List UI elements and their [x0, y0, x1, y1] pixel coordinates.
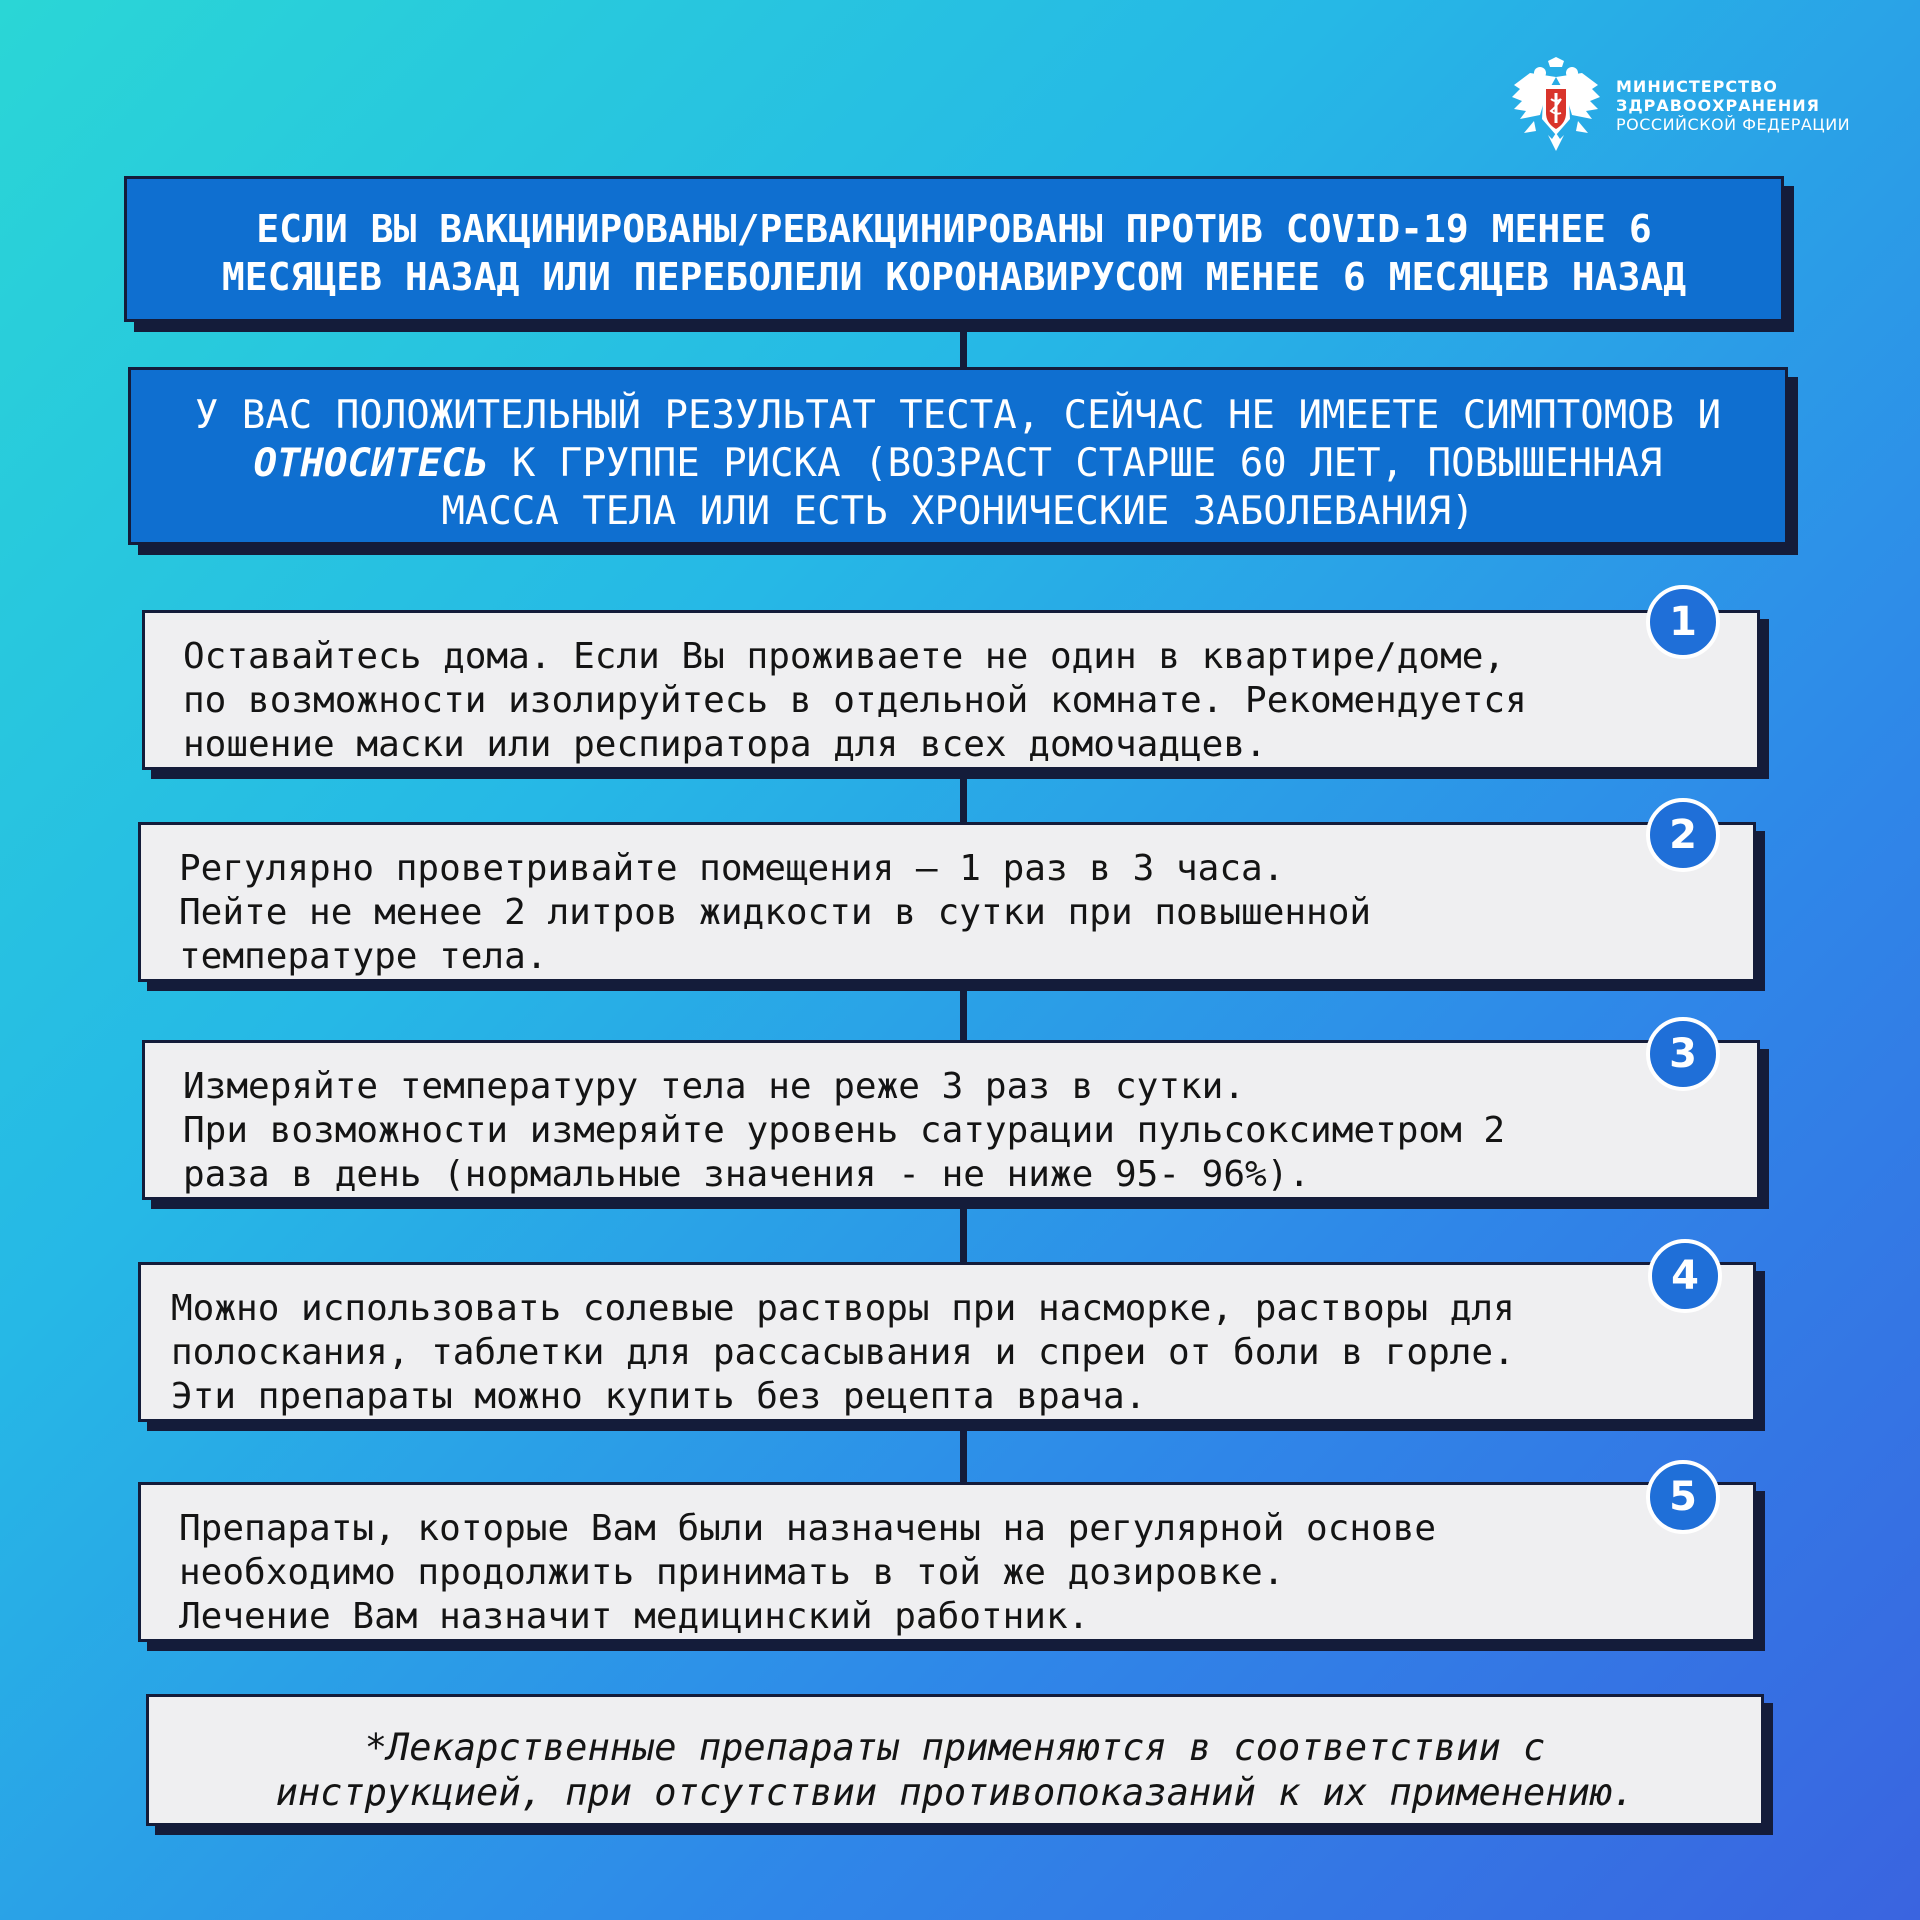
- step-text: Регулярно проветривайте помещения — 1 раз в 3 часа. Пейте не менее 2 литров жидкости в сутки при повышенной температуре тела.: [179, 848, 1372, 977]
- step-card-2: [138, 822, 1756, 982]
- footnote-line-2: инструкцией, при отсутствии противопоказаний к их применению.: [275, 1771, 1635, 1814]
- condition-header: [124, 176, 1784, 322]
- step-text: Измеряйте температуру тела не реже 3 раз в сутки. При возможности измеряйте уровень сатурации пульсоксиметром 2 раза в день (нормальные значения - не ниже 95- 96%).: [183, 1066, 1506, 1195]
- condition-line-1: ЕСЛИ ВЫ ВАКЦИНИРОВАНЫ/РЕВАКЦИНИРОВАНЫ ПРОТИВ COVID-19 МЕНЕЕ 6: [256, 207, 1652, 251]
- situation-line-1: У ВАС ПОЛОЖИТЕЛЬНЫЙ РЕЗУЛЬТАТ ТЕСТА, СЕЙЧАС НЕ ИМЕЕТЕ СИМПТОМОВ И: [194, 393, 1722, 438]
- connector-line: [960, 770, 967, 826]
- step-card-1: [142, 610, 1760, 770]
- step-text: Можно использовать солевые растворы при насморке, растворы для полоскания, таблетки для рассасывания и спреи от боли в горле. Эти препараты можно купить без рецепта врача.: [171, 1288, 1515, 1417]
- ministry-name-line-3: РОССИЙСКОЙ ФЕДЕРАЦИИ: [1616, 115, 1851, 134]
- situation-line-3: МАССА ТЕЛА ИЛИ ЕСТЬ ХРОНИЧЕСКИЕ ЗАБОЛЕВАНИЯ): [441, 489, 1475, 534]
- connector-line: [960, 982, 967, 1042]
- ministry-name-line-1: МИНИСТЕРСТВО: [1616, 77, 1778, 96]
- connector-line: [960, 1200, 967, 1266]
- situation-line-2: [151, 440, 1765, 488]
- condition-line-2: МЕСЯЦЕВ НАЗАД ИЛИ ПЕРЕБОЛЕЛИ КОРОНАВИРУСОМ МЕНЕЕ 6 МЕСЯЦЕВ НАЗАД: [221, 255, 1687, 299]
- step-card-3: [142, 1040, 1760, 1200]
- footnote: [146, 1694, 1764, 1826]
- ministry-name: [1616, 77, 1850, 134]
- ministry-logo: [1510, 55, 1890, 155]
- step-number-badge: 2: [1646, 798, 1720, 872]
- situation-header: [128, 367, 1788, 545]
- ministry-name-line-2: ЗДРАВООХРАНЕНИЯ: [1616, 96, 1820, 115]
- step-number-badge: 1: [1646, 585, 1720, 659]
- situation-emphasis: ОТНОСИТЕСЬ: [253, 441, 489, 486]
- connector-line: [960, 1420, 967, 1484]
- situation-line-2-rest: К ГРУППЕ РИСКА (ВОЗРАСТ СТАРШЕ 60 ЛЕТ, ПОВЫШЕННАЯ: [488, 441, 1663, 486]
- step-text: Оставайтесь дома. Если Вы проживаете не один в квартире/доме, по возможности изолируйтесь в отдельной комнате. Рекомендуется ношение маски или респиратора для всех домочадцев.: [183, 636, 1527, 765]
- step-card-4: [138, 1262, 1756, 1422]
- connector-line: [960, 320, 967, 370]
- double-headed-eagle-emblem-icon: [1510, 55, 1602, 155]
- step-card-5: [138, 1482, 1756, 1642]
- footnote-line-1: *Лекарственные препараты применяются в соответствии с: [364, 1726, 1546, 1769]
- step-number-badge: 5: [1646, 1460, 1720, 1534]
- step-number-badge: 4: [1648, 1239, 1722, 1313]
- step-text: Препараты, которые Вам были назначены на регулярной основе необходимо продолжить принимать в той же дозировке. Лечение Вам назначит медицинский работник.: [179, 1508, 1437, 1637]
- step-number-badge: 3: [1646, 1017, 1720, 1091]
